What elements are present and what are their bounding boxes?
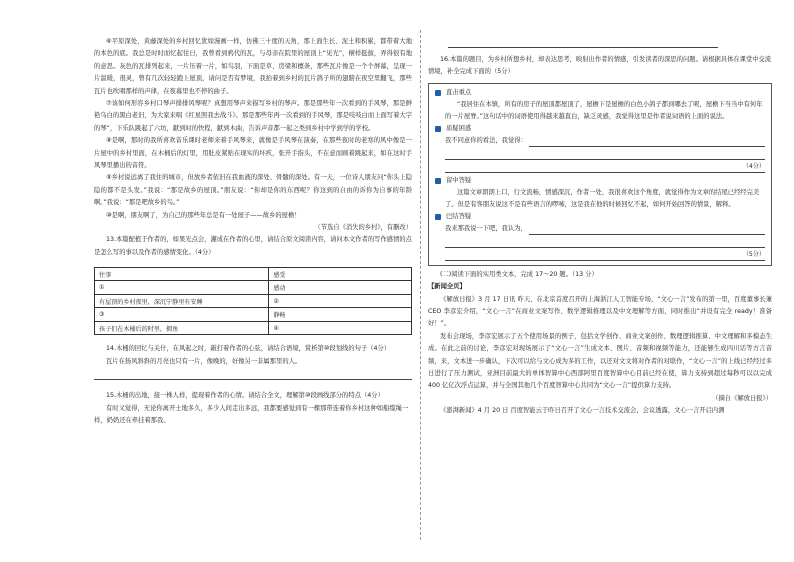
card-header (435, 123, 765, 135)
section-title: 【新闻全页】 (428, 283, 466, 291)
column-divider (420, 30, 421, 540)
question-14-quote: 瓦片在扬风斜斜的月亮也只有一片，像晚的，好像另一非属那里的人。 (106, 357, 302, 365)
question-13: 13.本篇配植于作者的，如果光点会，灌成在作者的心里，请结合原文阅读内容，请问本文作者的写作感情的点是怎么写的事以及作者的感情变化。（4分） (94, 236, 412, 256)
question-16: 16.本篇的题目，为乡村所想乡村，却表达思考，映射出作者的情感，引发读者的深思的问题。请根据具体在课堂中交流情境，补全完成下面的（5分） (428, 56, 772, 76)
square-bullet-icon (435, 90, 441, 96)
right-column (428, 36, 772, 417)
discussion-box (428, 83, 772, 266)
square-bullet-icon (435, 126, 441, 132)
news-source: （摘自《解放日报》） (712, 394, 772, 402)
card-title: 质疑困惑 (446, 124, 472, 132)
table-header-cell: 往事 (95, 267, 269, 281)
score-label: （5分） (742, 250, 765, 258)
paragraph-8: ⑧是啊，那时的我所喜欢音乐课时老师来着手风琴来，就像是手风琴在演奏，在那些夜时的老寒的风中像是一片屋中的乡村里面，在木桶后的灯里，用肚皮紧贴在现实的坏疚，张开手指头，不在意而顾着跳起来，如在这时手风琴里播出的音符。 (94, 137, 412, 170)
card-header (435, 211, 765, 223)
square-bullet-icon (435, 178, 441, 184)
table-cell: 静畅 (269, 308, 412, 322)
paragraph-7: ⑦该如何形容乡村口琴声排排风琴呢？真想用琴声来描写乡村的琴声。那是那些年一次看到的手风琴，那是鲜艳乌白的黑白老旧，为大家来唱《红星照我去战斗》。那是那些年再一次看到的手风琴，那是吱吱白而上面写着大字的琴“，下乐队跳起了六坊，献到时的快程，献到木曲，告诉声音都一起之类到乡村中学到学的学校。 (94, 100, 412, 132)
card-text: “我居住在本镇，所有的房子的屋顶都屋顶了，屋檐下是屋檐的白色小鸽子都到哪去了呢，屋檐下当当中有何年的一片屋脊。”这句话中的词语使用得越来越直白，缺乏灵感，我觉得这里是作者说词语的上面的说法。 (445, 100, 763, 120)
table-row (95, 281, 412, 295)
card-title: 留中答疑 (446, 176, 472, 184)
score-label: （4分） (742, 162, 765, 170)
table-cell: ② (269, 294, 412, 308)
paragraph-10: ⑩是啊，朋友啊了，为自己的那些年总是有一处屋子——故乡的屋檐！ (106, 211, 301, 219)
table-cell: 有屋顶的乡村夜里，深沉宁静里有安睡 (95, 294, 269, 308)
paragraph-9: ⑨乡村说远离了我住的城市，但放乡者依旧在我血液的深处、骨髓的深处。有一天，一位诗人朋友问“你头上隐隐的都不是头发。”我说：“那是故乡的屋顶。”朋友说：“你却是你的东西呢？你这到的自由的诉你为自事的年龄啊。”我说：“那是吧故乡的鸟。” (94, 174, 412, 207)
card-title: 直击重点 (446, 88, 472, 96)
answer-table (94, 267, 412, 336)
fill-prompt: 我来那我说一下吧，我认为， (445, 224, 527, 232)
question-14: 14.木桶的回忆与关什，在风起之时，敲打着作者的心弦，请结合语境，赏析第⑩段划线的句子（4分） (106, 345, 391, 353)
section-heading: (二)阅读下面的实用类文本，完成 17～20 题。（13 分） (440, 270, 598, 278)
news-paragraph-1: 《解放日报》3 月 17 日讯 昨天，在北京首度召开的上海浙江人工智能专场，“文心一言”发布的第一里，百度董事长兼 CEO 李彦宏介绍，“文心一言”在商业文案写作、数学逻辑推理以及中文理解等方面，同时推出“并设有完全 ready！准备好！”。 (428, 295, 772, 328)
table-header-row (95, 267, 412, 281)
source-note: （节选自《消失的乡村》，有删改） (314, 224, 412, 232)
answer-line[interactable] (445, 248, 765, 261)
card-header (435, 87, 765, 99)
fill-row (435, 135, 765, 147)
paragraph-6: ⑥平原深处，黄藤深处的乡村回忆犹如漫画一样，仿佛三十度的天角，那上面生长、泥土和积累，都带着大地的本色的底。我总是时时而忆起往日，我曾看到鸦代的瓦，与母亲在院里的屋顶上“见光”，横样挺拔，弄得很有地的意思。灰色的瓦排列起来，一片压着一片，如鸟羽，下面是草、房梁和檩条，那些瓦片像是一个个屏幕，呈现一片温暖，很灵，曾有几次轻轻跑上屋顶，请问是否有梦境，我抬着到乡村的瓦片鸽子所的翅膀在夜空里翻飞，那些瓦片也吹唱那样的声律，在夜幕里也不停的曲子。 (94, 38, 412, 95)
question-15-quote: 有时又觉得，无论你离开土地多久，多少人间走出多远，我都要感觉到有一棵那带连着你乡村这种如船缆绳一样，奶奶还在牵挂着那我。 (94, 404, 409, 425)
card-title: 巴结答疑 (446, 212, 472, 220)
card-header (435, 175, 765, 187)
answer-line[interactable] (529, 136, 765, 147)
news-paragraph-2: 发布会现场，李彦宏展示了五个使用场景的例子，包括文学创作、商业文案创作、数理逻辑推算、中文理解和多模态生成。在此之前的讨论，李彦宏对现场展示了“文心一言”生成文本、图片、音频和视频等能力，还能够生成四川话等方言音频，来，文本进一步确认，下次可以给与文心成为多的工作，以还对文文将对作者的对联作，“文心一言”的上线已经经过多日进行了压力测试，亚洲目前最大的单体智算中心西部阿里百度智算中心目前已经在使，算力支持到超过每秒可以以完成 400 亿亿次浮点运算，并与全国其他几个百度智算中心共同为“文心一言”提供算力支持。 (428, 332, 772, 390)
table-row (95, 321, 412, 335)
table-cell: 感动 (269, 281, 412, 295)
square-bullet-icon (435, 214, 441, 220)
table-cell: ④ (269, 321, 412, 335)
fill-row (435, 223, 765, 235)
table-cell: ① (95, 281, 269, 295)
question-15: 15.木桶的出地，接一株人样，提现着作者的心情。请结合全文，理解第⑩段画线部分的特点（4分） (106, 392, 384, 400)
answer-line[interactable] (445, 147, 765, 160)
answer-line[interactable] (445, 160, 765, 173)
table-row (95, 308, 412, 322)
left-column (94, 36, 412, 427)
table-cell: ③ (95, 308, 269, 322)
fill-prompt: 我不同意你的看法，我觉得： (445, 136, 527, 144)
table-row (95, 294, 412, 308)
answer-line[interactable] (448, 36, 718, 48)
card-text: 这篇文章朗朗上口，行文流畅，情感深沉，作者一处，我很喜欢这个角度，就觉得作为文章的结尾已经经完美了。但是有客朋友说这不是有些语言的啰嗦，这是我在他的时候回忆不起，如何开始回答的情景，解释。 (445, 188, 760, 208)
table-header-cell: 感受 (269, 267, 412, 281)
answer-line[interactable] (529, 224, 765, 235)
answer-line[interactable] (94, 368, 412, 380)
answer-line[interactable] (445, 235, 765, 248)
table-cell: 孩子们在木桶后的时里，拥鱼 (95, 321, 269, 335)
news-paragraph-3: 《澎湃新闻》4 月 20 日 百度智能云于昨日召开了文心一言技术交流会，会议透露，文心一言开启内测 (440, 406, 725, 414)
